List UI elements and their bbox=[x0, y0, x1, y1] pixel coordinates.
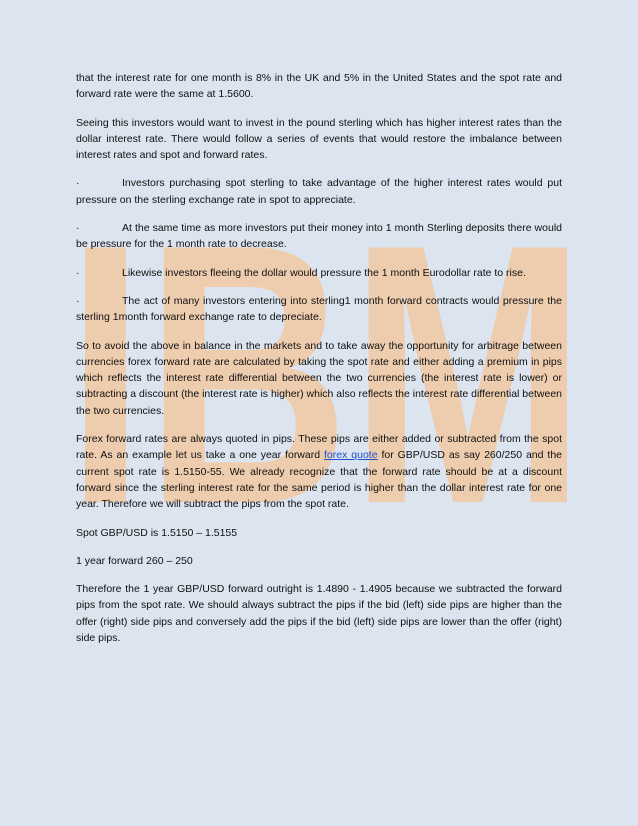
forex-quote-link[interactable]: forex quote bbox=[324, 449, 378, 462]
bullet-marker: · bbox=[76, 294, 80, 307]
forward-rates-text-before: Forex forward rates are always quoted in pips. These pips are either added or subtracted from the spot rate. As an example let us take a one year forward bbox=[76, 433, 562, 462]
bullet-text-4: The act of many investors entering into sterling1 month forward contracts would pressure the sterling 1month forward exchange rate to depreciate. bbox=[76, 294, 562, 324]
svg-text:IBM: IBM bbox=[66, 210, 586, 510]
paragraph-conclusion: Therefore the 1 year GBP/USD forward outright is 1.4890 - 1.4905 because we subtracted the forward pips from the spot rate. We should always subtract the pips if the bid (left) side pips are higher than the offer (right) side pips and conversely add the pips if the bid (left) side pips are lower than the offer (right) side pips. bbox=[76, 583, 562, 645]
bullet-item-1 bbox=[76, 175, 562, 208]
bullet-marker: · bbox=[76, 177, 80, 190]
document-body bbox=[76, 70, 562, 658]
forward-points-line: 1 year forward 260 – 250 bbox=[76, 554, 193, 567]
bullet-item-2 bbox=[76, 220, 562, 253]
bullet-text-3: Likewise investors fleeing the dollar would pressure the 1 month Eurodollar rate to rise. bbox=[122, 266, 526, 279]
spot-rate-line: Spot GBP/USD is 1.5150 – 1.5155 bbox=[76, 526, 238, 539]
paragraph-arbitrage: So to avoid the above in balance in the markets and to take away the opportunity for arbitrage between currencies forex forward rate are calculated by taking the spot rate and either adding a premium in pips which reflects the interest rate differential between the two currencies (the interest rate is lower) or subtracting a discount (the interest rate is higher) which also reflects the interest rate differential between the two currencies. bbox=[76, 339, 562, 417]
paragraph-forward-rates bbox=[76, 431, 562, 512]
bullet-text-2: At the same time as more investors put their money into 1 month Sterling deposits there would be pressure for the 1 month rate to decrease. bbox=[76, 222, 562, 251]
bullet-item-3 bbox=[76, 265, 562, 281]
bullet-text-1: Investors purchasing spot sterling to take advantage of the higher interest rates would put pressure on the sterling exchange rate in spot to appreciate. bbox=[76, 177, 562, 206]
paragraph-intro: that the interest rate for one month is 8% in the UK and 5% in the United States and the spot rate and forward rate were the same at 1.5600. bbox=[76, 72, 562, 101]
bullet-marker: · bbox=[76, 222, 80, 235]
paragraph-investors: Seeing this investors would want to invest in the pound sterling which has higher interest rates than the dollar interest rate. There would follow a series of events that would restore the imbalance between interest rates and spot and forward rates. bbox=[76, 116, 562, 162]
forward-rates-text-after: for GBP/USD as say 260/250 and the current spot rate is 1.5150-55. We already recognize that the forward rate should be at a discount forward since the sterling interest rate for the same period is higher than the dollar interest rate for one year. Therefore we will subtract the pips from the spot rate. bbox=[76, 449, 562, 511]
bullet-item-4 bbox=[76, 293, 562, 326]
bullet-marker: · bbox=[76, 266, 80, 279]
